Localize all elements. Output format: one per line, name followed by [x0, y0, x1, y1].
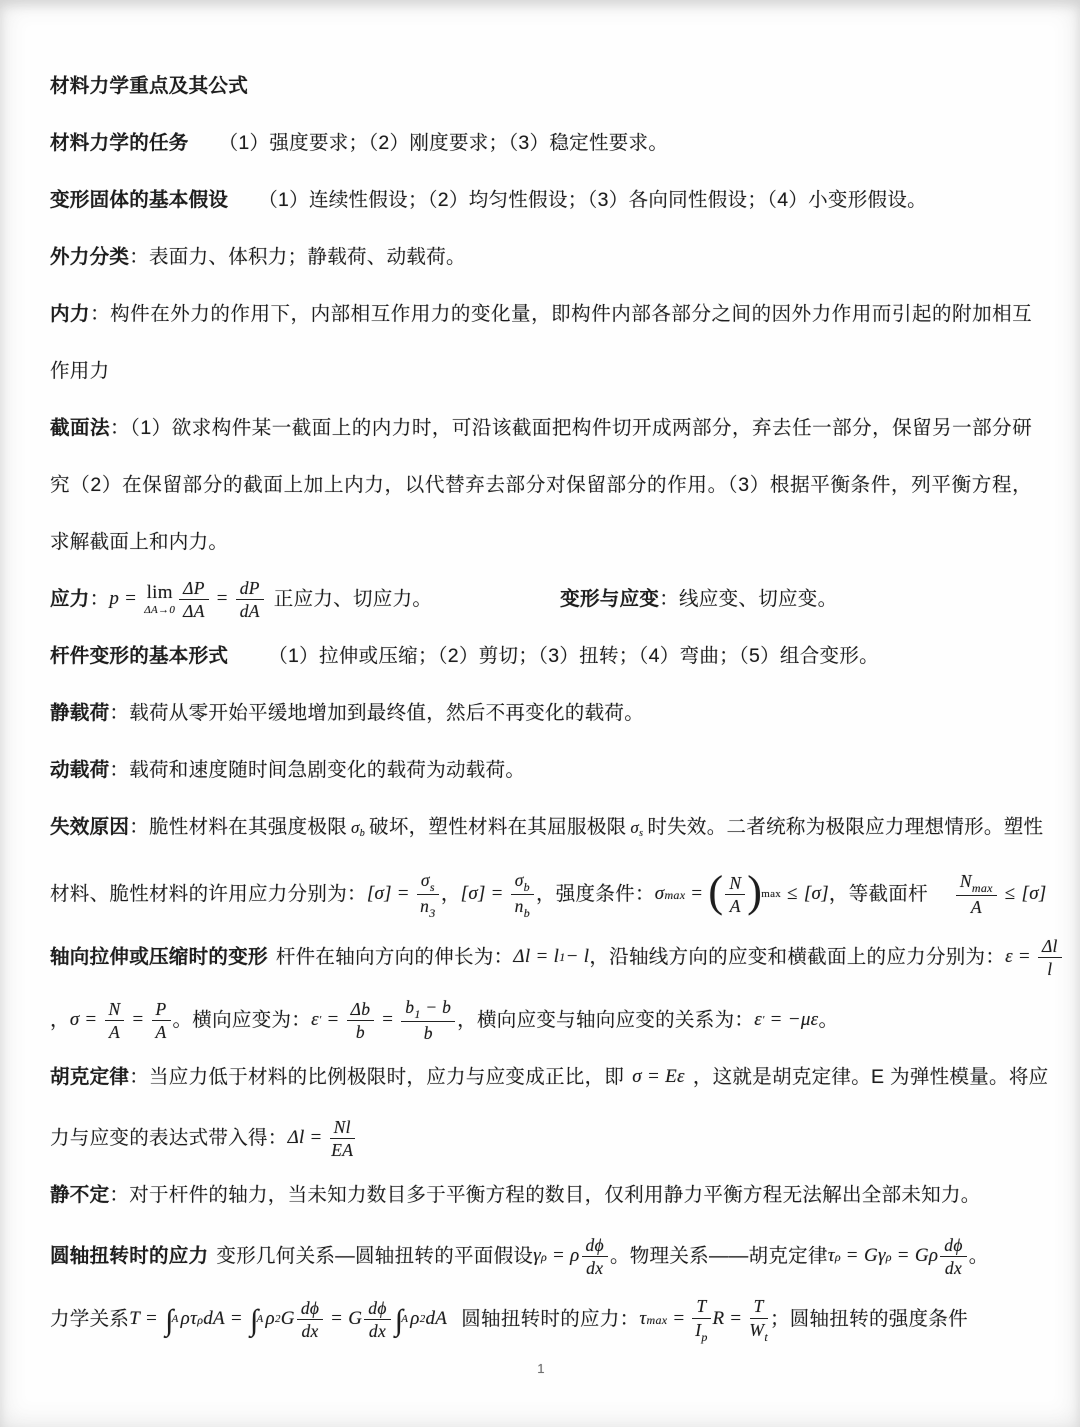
hooke-text-2: ，这就是胡克定律。E 为弹性模量。将应: [692, 1066, 1049, 1088]
failure-text-5: ，强度条件：: [535, 883, 655, 905]
paragraph-static-load: [50, 685, 1032, 742]
term-strain: 变形与应变: [560, 588, 660, 610]
formula-axial-strain: ε = $\frac{\Delta l}{l}$: [1005, 936, 1064, 979]
term-assumptions: 变形固体的基本假设: [50, 189, 229, 211]
row-hooke-2: [50, 1110, 1032, 1167]
failure-text-2: 破坏，塑性材料在其屈服极限: [369, 816, 627, 838]
stress-colon: ：: [89, 588, 110, 610]
static-indeterminate-body: ：对于杆件的轴力，当未知力数目多于平衡方程的数目，仅利用静力平衡方程无法解出全部未知力。: [109, 1184, 981, 1206]
stress-tail: 正应力、切应力。: [273, 588, 433, 610]
axial-text-1: 杆件在轴向方向的伸长为：: [275, 946, 514, 968]
row-torsion: [50, 1228, 1032, 1285]
paragraph-static-indeterminate: [50, 1167, 1032, 1224]
paragraph-task: [50, 115, 1032, 172]
formula-hooke-law: σ = Eε: [632, 1066, 685, 1088]
paragraph-rod-forms: [50, 628, 1032, 685]
formula-tau-max: τ max = $\frac{T}{I_p}$ R = $\frac{T}{W_t}$: [639, 1296, 768, 1344]
term-hooke: 胡克定律: [50, 1066, 130, 1088]
failure-text-1: ：脆性材料在其强度极限: [129, 816, 348, 838]
formula-transverse-strain: ε ′ = $\frac{\Delta b}{b}$ = $\frac{b_1 - b}{b}$: [311, 997, 457, 1043]
mechanics-text-0: 力学关系: [50, 1308, 130, 1330]
failure-comma: ，: [440, 883, 461, 905]
axial-text-3: ，: [50, 1009, 70, 1031]
row-stress-definition: [50, 571, 1032, 628]
section-method-body: ：（1）欲求构件某一截面上的内力时，可沿该截面把构件切开成两部分，弃去任一部分，保留另一部分研究（2）在保留部分的截面上加上内力，以代替弃去部分对保留部分的作用。（3）根据平衡条件，列平衡方程，求解截面上和内力。: [50, 417, 1032, 553]
integral-icon: ∫: [165, 1303, 174, 1337]
term-stress: 应力: [50, 588, 90, 610]
mechanics-text-2: ；圆轴扭转的强度条件: [769, 1308, 968, 1330]
term-torsion-stress: 圆轴扭转时的应力: [50, 1245, 209, 1267]
axial-text-5: ，横向应变与轴向应变的关系为：: [457, 1009, 755, 1031]
rod-forms-body: （1）拉伸或压缩；（2）剪切；（3）扭转；（4）弯曲；（5）组合变形。: [268, 645, 879, 667]
term-internal-force: 内力: [50, 303, 91, 325]
paragraph-dynamic-load: [50, 742, 1032, 799]
row-failure-2: [50, 866, 1047, 923]
integral-icon: ∫: [249, 1303, 259, 1337]
formula-sigma-ultimate: $\sigma_b$: [351, 818, 366, 839]
paragraph-assumptions: [50, 172, 1032, 229]
formula-poisson: ε ′ = −με: [754, 1009, 819, 1031]
paragraph-section-method: [50, 400, 1032, 571]
document-title-line: [50, 58, 1032, 115]
formula-torque-integral: T = ∫ A ρτ ρ dA = ∫ A ρ 2 G $\frac{d\phi}{dx}$ = G $\frac{d\phi}{dx}$ ∫ A ρ 2 dA: [129, 1297, 448, 1341]
hooke-text-3: 力与应变的表达式带入得：: [50, 1127, 288, 1149]
torsion-text-1: 变形几何关系—圆轴扭转的平面假设: [216, 1245, 534, 1267]
failure-text-6: ，等截面杆: [828, 883, 928, 905]
formula-hooke-elongation: Δl = $\frac{Nl}{EA}$: [287, 1116, 354, 1160]
row-axial-2: [50, 992, 1032, 1049]
mechanics-text-1: 圆轴扭转时的应力：: [461, 1308, 640, 1330]
formula-sigma-yield: $\sigma_s$: [630, 818, 644, 839]
formula-gamma-rho: γ ρ = ρ $\frac{d\phi}{dx}$: [533, 1235, 610, 1278]
term-section-method: 截面法: [50, 417, 111, 439]
torsion-text-3: 。: [968, 1245, 989, 1267]
paragraph-external-force: [50, 229, 1032, 286]
row-failure-1: [50, 799, 1044, 856]
formula-allowable-stress-plastic: [σ] = $\frac{\sigma_s}{n_3}$: [367, 870, 441, 919]
torsion-text-2: 。物理关系——胡克定律: [609, 1245, 828, 1267]
formula-sigma-na: σ = $\frac{N}{A}$ = $\frac{P}{A}$: [70, 999, 173, 1042]
formula-elongation: Δl = l 1 − l: [513, 946, 590, 968]
term-task: 材料力学的任务: [50, 132, 189, 154]
axial-text-2: ，沿轴线方向的应变和横截面上的应力分别为：: [589, 946, 1006, 968]
formula-strength-condition: σ max = ( $\frac{N}{A}$ ) max ≤ [σ]: [654, 866, 829, 916]
row-hooke-1: [50, 1049, 1049, 1106]
integral-icon: ∫: [394, 1303, 404, 1337]
internal-force-body: ：构件在外力的作用下，内部相互作用力的变化量，即构件内部各部分之间的因外力作用而引起的附加相互作用力: [50, 303, 1032, 382]
formula-tau-rho: τ ρ = Gγ ρ = Gρ $\frac{d\phi}{dx}$: [828, 1235, 969, 1278]
hooke-text-1: ：当应力低于材料的比例极限时，应力与应变成正比，即: [129, 1066, 625, 1088]
axial-text-4: 。横向应变为：: [172, 1009, 312, 1031]
term-static-load: 静载荷: [50, 702, 110, 724]
failure-text-4: 材料、脆性材料的许用应力分别为：: [50, 883, 367, 905]
term-axial-deform: 轴向拉伸或压缩时的变形: [50, 946, 268, 968]
row-mechanics: [50, 1291, 1032, 1348]
assumptions-body: （1）连续性假设；（2）均匀性假设；（3）各向同性假设；（4）小变形假设。: [258, 189, 927, 211]
row-axial-1: [50, 929, 1058, 986]
dynamic-load-body: ：载荷和速度随时间急剧变化的载荷为动载荷。: [109, 759, 526, 781]
term-failure: 失效原因: [50, 816, 130, 838]
term-dynamic-load: 动载荷: [50, 759, 110, 781]
formula-uniform-bar: $\frac{N_{max}}{A}$ ≤ [σ]: [954, 871, 1047, 917]
paragraph-internal-force: [50, 286, 1032, 400]
axial-text-6: 。: [818, 1009, 839, 1031]
document-title: 材料力学重点及其公式: [50, 75, 249, 97]
static-load-body: ：载荷从零开始平缓地增加到最终值，然后不再变化的载荷。: [109, 702, 645, 724]
formula-allowable-stress-brittle: [σ] = $\frac{\sigma_b}{n_b}$: [461, 870, 536, 919]
external-force-body: ：表面力、体积力；静载荷、动载荷。: [129, 246, 466, 268]
formula-stress-definition: p = lim ΔA→0 $\frac{\Delta P}{\Delta A}$ = $\frac{dP}{dA}$: [109, 578, 265, 621]
term-external-force: 外力分类: [50, 246, 130, 268]
term-rod-forms: 杆件变形的基本形式: [50, 645, 229, 667]
failure-text-3: 时失效。二者统称为极限应力理想情形。塑性: [647, 816, 1044, 838]
term-static-indeterminate: 静不定: [50, 1184, 110, 1206]
strain-body: ：线应变、切应变。: [659, 588, 838, 610]
task-body: （1）强度要求；（2）刚度要求；（3）稳定性要求。: [218, 132, 669, 154]
page-number: 1: [537, 1361, 545, 1376]
